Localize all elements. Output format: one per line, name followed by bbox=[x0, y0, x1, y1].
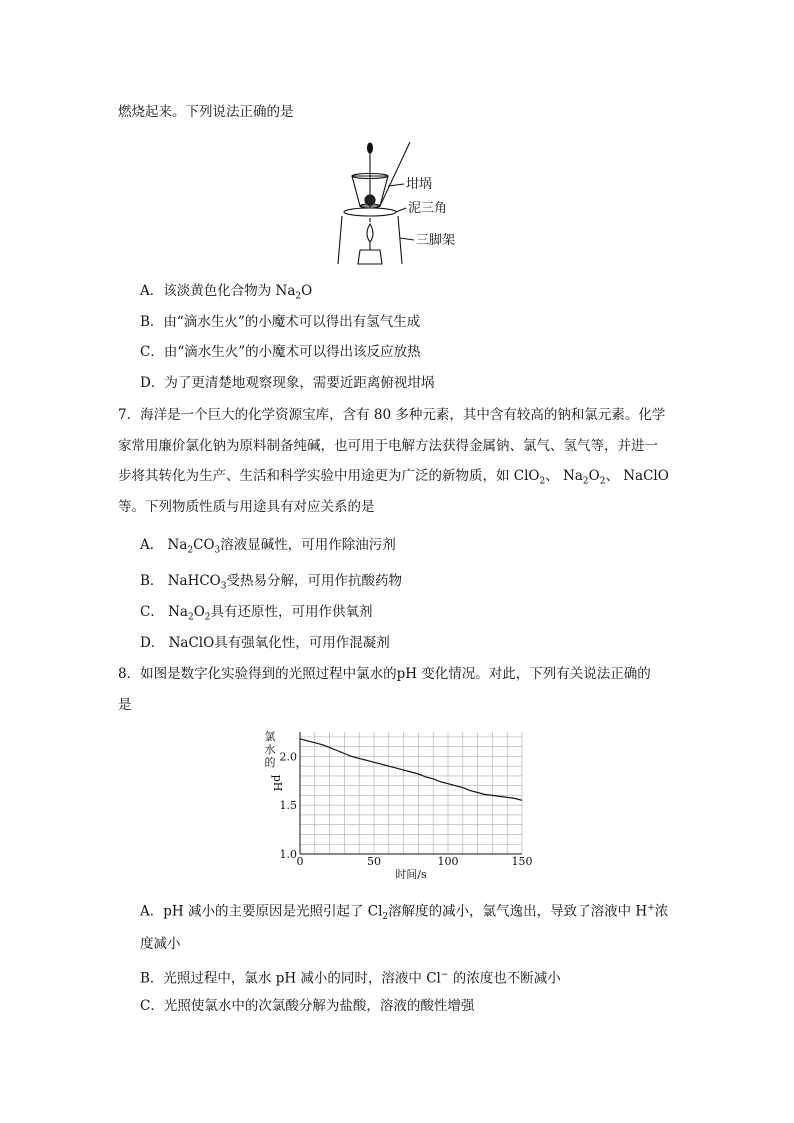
q8-option-a-line-1: A．pH 减小的主要原因是光照引起了 $Cl_2$溶解度的减小，氯气逸出，导致了溶液中 H+浓 bbox=[140, 903, 669, 923]
q7-line-3: 步将其转化为生产、生活和科学实验中用途更为广泛的新物质，如 ClO$_2$、 $Na_2O_2$、 NaClO bbox=[118, 468, 669, 487]
tripod-leg-icon bbox=[398, 216, 402, 264]
q8-line-2: 是 bbox=[118, 697, 132, 713]
q6-option-a: A．该淡黄色化合物为 $Na_2O$ bbox=[140, 283, 313, 302]
q6-option-c: C．由“滴水生火”的小魔术可以得出该反应放热 bbox=[140, 344, 421, 360]
clay-triangle-icon bbox=[344, 208, 396, 216]
y-axis-label-ph: pH bbox=[271, 774, 284, 792]
y-axis-label-char: 的 bbox=[264, 756, 276, 769]
label-crucible: 坩埚 bbox=[406, 177, 433, 192]
q6-intro-tail: 燃烧起来。下列说法正确的是 bbox=[118, 104, 294, 120]
cotton-tip-icon bbox=[368, 143, 373, 153]
x-tick-label: 150 bbox=[511, 855, 533, 868]
tripod-leg-icon bbox=[338, 216, 342, 264]
q8-option-a-line-2: 度减小 bbox=[140, 936, 181, 952]
ph-chart bbox=[250, 724, 540, 879]
y-tick-label: 2.0 bbox=[279, 750, 297, 764]
q7-line-2: 家常用廉价氯化钠为原料制备纯碱，也可用于电解方法获得金属钠、氯气、氢气等，并进一 bbox=[118, 438, 658, 454]
label-tripod: 三脚架 bbox=[416, 233, 456, 248]
q7-option-a: A． $Na_2CO_3$溶液显碱性，可用作除油污剂 bbox=[140, 537, 396, 556]
q6-option-d: D．为了更清楚地观察现象，需要近距离俯视坩埚 bbox=[140, 375, 435, 391]
sample-icon bbox=[365, 195, 375, 205]
q7-option-c: C． $Na_2O_2$具有还原性，可用作供氧剂 bbox=[140, 604, 373, 623]
chart-grid bbox=[300, 732, 522, 854]
x-tick-label: 50 bbox=[367, 855, 381, 868]
q8-line-1: 8．如图是数字化实验得到的光照过程中氯水的pH 变化情况。对此，下列有关说法正确的 bbox=[118, 666, 651, 682]
q6-option-b: B．由“滴水生火”的小魔术可以得出有氢气生成 bbox=[140, 314, 421, 330]
q7-line-1: 7．海洋是一个巨大的化学资源宝库，含有 80 多种元素，其中含有较高的钠和氯元素。化学 bbox=[118, 407, 666, 423]
q8-option-c: C．光照使氯水中的次氯酸分解为盐酸，溶液的酸性增强 bbox=[140, 998, 475, 1014]
flame-icon bbox=[367, 224, 373, 242]
alcohol-lamp-icon bbox=[358, 250, 382, 264]
x-tick-label: 0 bbox=[296, 855, 304, 868]
series-line-ph bbox=[300, 739, 522, 801]
q7-option-d: D． NaClO具有强氧化性，可用作混凝剂 bbox=[140, 635, 390, 651]
chart-series bbox=[300, 739, 522, 801]
apparatus-figure bbox=[330, 138, 460, 266]
chart-ticks bbox=[280, 750, 533, 868]
label-clay-triangle: 泥三角 bbox=[408, 201, 448, 216]
chart-axes bbox=[300, 732, 522, 854]
x-tick-label: 100 bbox=[437, 855, 459, 868]
y-axis-label-char: 水 bbox=[264, 743, 276, 756]
y-tick-label: 1.0 bbox=[279, 848, 297, 861]
y-axis-label-char: 氯 bbox=[264, 730, 276, 743]
q8-option-b: B．光照过程中，氯水 pH 减小的同时，溶液中 Cl− 的浓度也不断减小 bbox=[140, 970, 561, 987]
q7-option-b: B． NaHCO$_3$受热易分解，可用作抗酸药物 bbox=[140, 573, 402, 592]
q7-line-4: 等。下列物质性质与用途具有对应关系的是 bbox=[118, 499, 375, 515]
y-tick-label: 1.5 bbox=[279, 799, 297, 813]
x-axis-label: 时间/s bbox=[395, 868, 427, 879]
